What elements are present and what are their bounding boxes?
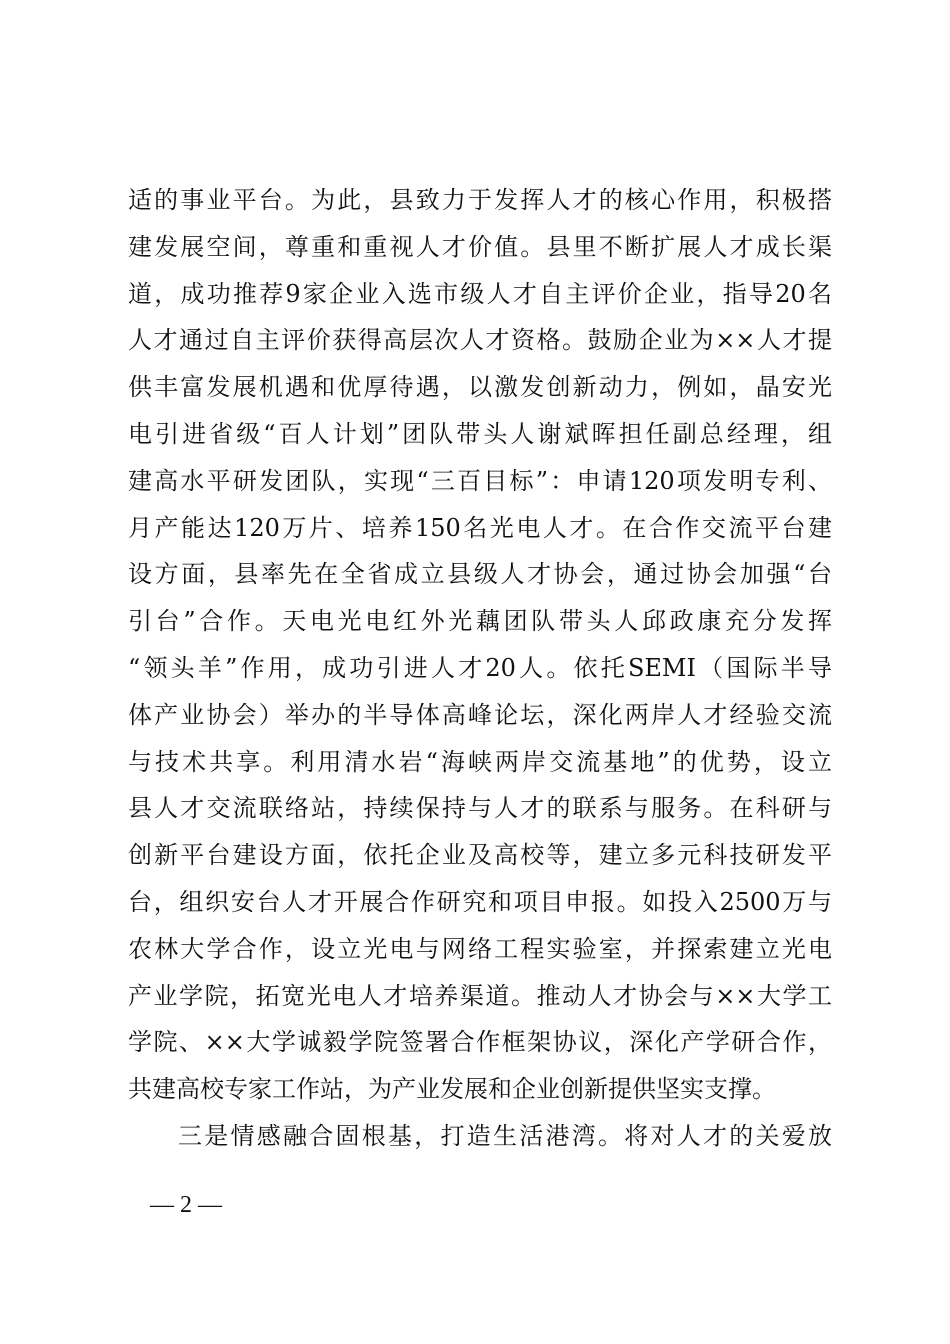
text-line: 月产能达120万片、培养150名光电人才。在合作交流平台建 [128, 513, 832, 542]
page-number: — 2 — [150, 1192, 222, 1218]
text-line: “领头羊”作用，成功引进人才20人。依托SEMI（国际半导 [128, 653, 832, 682]
text-line: 设方面，县率先在全省成立县级人才协会，通过协会加强“台 [128, 560, 832, 589]
text-line: 体产业协会）举办的半导体高峰论坛，深化两岸人才经验交流 [128, 700, 832, 729]
text-line: 产业学院，拓宽光电人才培养渠道。推动人才协会与××大学工 [128, 981, 832, 1010]
text-line: 道，成功推荐9家企业入选市级人才自主评价企业，指导20名 [128, 279, 832, 308]
text-line: 县人才交流联络站，持续保持与人才的联系与服务。在科研与 [128, 794, 832, 823]
text-line: 台，组织安台人才开展合作研究和项目申报。如投入2500万与 [128, 887, 832, 916]
body-text [128, 177, 832, 1160]
text-line: 学院、××大学诚毅学院签署合作框架协议，深化产学研合作， [128, 1028, 832, 1057]
text-line: 人才通过自主评价获得高层次人才资格。鼓励企业为××人才提 [128, 326, 832, 355]
text-line: 电引进省级“百人计划”团队带头人谢斌晖担任副总经理，组 [128, 419, 832, 448]
text-line: 引台”合作。天电光电红外光藕团队带头人邱政康充分发挥 [128, 607, 832, 636]
text-line: 适的事业平台。为此，县致力于发挥人才的核心作用，积极搭 [128, 186, 832, 214]
text-line: 建发展空间，尊重和重视人才价值。县里不断扩展人才成长渠 [128, 232, 832, 261]
text-line: 共建高校专家工作站，为产业发展和企业创新提供坚实支撑。 [128, 1075, 776, 1104]
paragraph-start-line: 三是情感融合固根基，打造生活港湾。将对人才的关爱放 [178, 1121, 832, 1150]
text-line: 建高水平研发团队，实现“三百目标”：申请120项发明专利、 [128, 466, 832, 495]
text-line: 供丰富发展机遇和优厚待遇，以激发创新动力，例如，晶安光 [128, 373, 832, 402]
text-line: 与技术共享。利用清水岩“海峡两岸交流基地”的优势，设立 [128, 747, 832, 776]
text-line: 创新平台建设方面，依托企业及高校等，建立多元科技研发平 [128, 841, 832, 870]
text-line: 农林大学合作，设立光电与网络工程实验室，并探索建立光电 [128, 934, 832, 963]
